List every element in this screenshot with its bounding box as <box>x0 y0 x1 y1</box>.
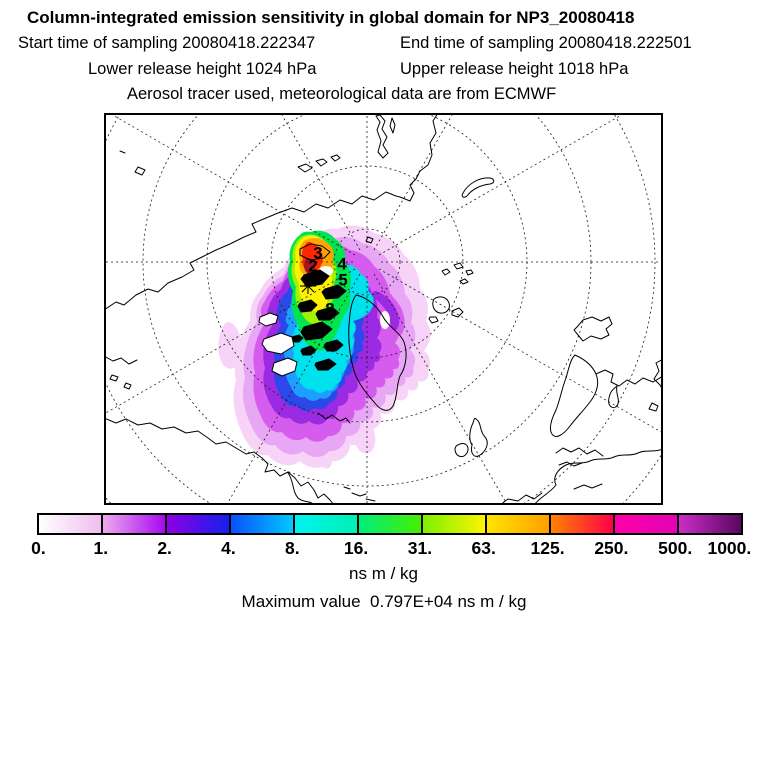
trajectory-marker-1: 1 <box>303 271 313 291</box>
colorbar-tick-1: 1. <box>93 538 109 558</box>
lower-release-label: Lower release height 1024 hPa <box>88 60 317 78</box>
end-time-label: End time of sampling 20080418.222501 <box>400 34 692 52</box>
trajectory-markers <box>104 113 663 505</box>
polar-map <box>104 113 663 505</box>
trajectory-marker-3: 3 <box>313 243 323 263</box>
colorbar-tick-250: 250. <box>594 538 629 558</box>
colorbar-segment-0 <box>39 515 101 533</box>
colorbar-ticks <box>31 538 752 558</box>
colorbar-tick-63: 63. <box>471 538 496 558</box>
trajectory-marker-8: 8 <box>325 299 335 319</box>
trajectory-marker-5: 5 <box>338 270 348 290</box>
tracer-info-label: Aerosol tracer used, meteorological data are from ECMWF <box>127 85 557 103</box>
colorbar-segment-10 <box>677 515 741 533</box>
maximum-value-label: Maximum value 0.797E+04 ns m / kg <box>241 592 527 611</box>
colorbar-segment-6 <box>421 515 485 533</box>
colorbar-tick-125: 125. <box>530 538 565 558</box>
colorbar-tick-4: 4. <box>221 538 236 558</box>
colorbar-segment-9 <box>613 515 677 533</box>
trajectory-marker-6: 6 <box>330 282 340 302</box>
colorbar-tick-1000: 1000. <box>707 538 752 558</box>
colorbar-segment-7 <box>485 515 549 533</box>
start-time-label: Start time of sampling 20080418.222347 <box>18 34 316 52</box>
colorbar-segment-2 <box>165 515 229 533</box>
colorbar-segment-1 <box>101 515 165 533</box>
page-title: Column-integrated emission sensitivity in global domain for NP3_20080418 <box>27 8 635 27</box>
colorbar-segment-4 <box>293 515 357 533</box>
upper-release-label: Upper release height 1018 hPa <box>400 60 629 78</box>
colorbar-segment-5 <box>357 515 421 533</box>
colorbar-tick-8: 8. <box>284 538 300 558</box>
colorbar-tick-16: 16. <box>343 538 369 558</box>
colorbar-segment-8 <box>549 515 613 533</box>
colorbar-tick-500: 500. <box>658 538 693 558</box>
colorbar-segment-3 <box>229 515 293 533</box>
colorbar-segments <box>37 513 743 535</box>
colorbar-units-label: ns m / kg <box>349 564 418 583</box>
colorbar-tick-2: 2. <box>157 538 172 558</box>
colorbar-tick-31: 31. <box>407 538 433 558</box>
trajectory-marker-2: 2 <box>308 256 318 276</box>
trajectory-marker-4: 4 <box>337 254 347 274</box>
colorbar-tick-0: 0. <box>31 538 46 558</box>
